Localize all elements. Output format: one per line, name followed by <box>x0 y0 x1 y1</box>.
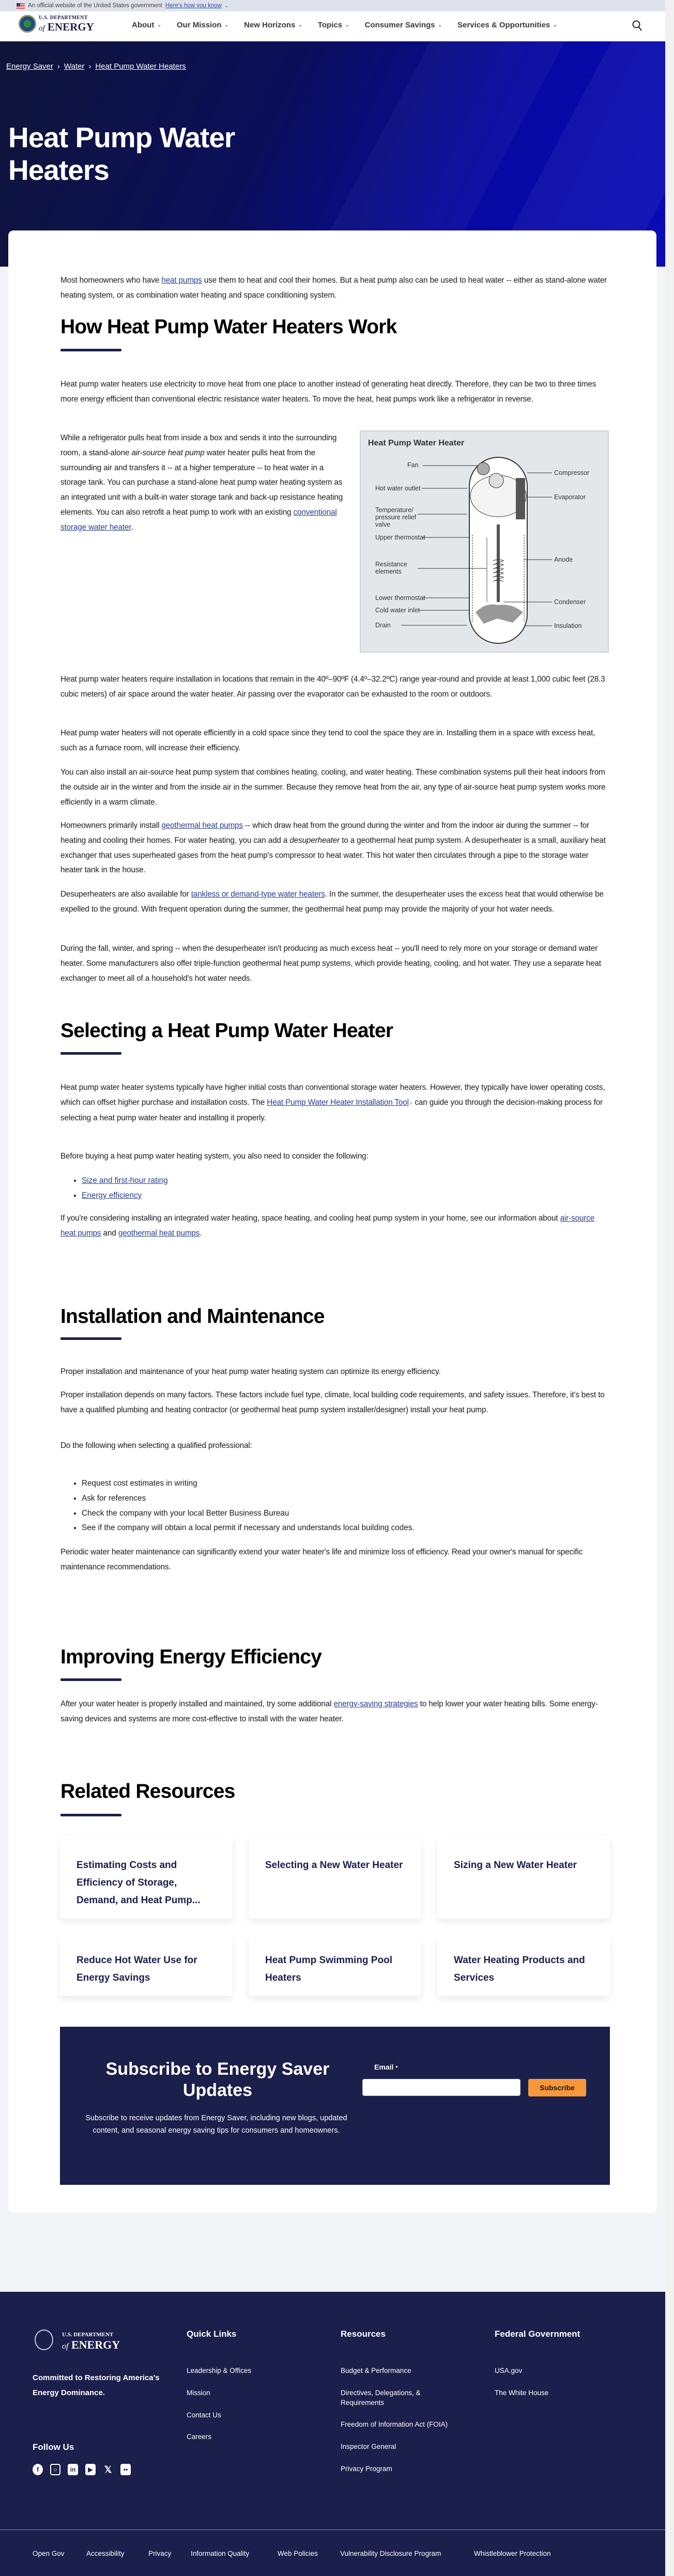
footer-tagline: Committed to Restoring America's Energy Dominance. <box>33 2373 160 2397</box>
chevron-down-icon: ⌄ <box>157 22 161 27</box>
list-item: • Check the company with your local Better Business Bureau <box>82 1506 415 1521</box>
footer-link[interactable]: Contact Us <box>187 2411 221 2419</box>
search-icon[interactable] <box>632 20 643 32</box>
site-header <box>0 11 665 41</box>
subscribe-description: Subscribe to receive updates from Energy Saver, including new blogs, updated content, and seasonal energy saving tips for consumers and homeowners. <box>85 2114 347 2135</box>
bottom-link[interactable]: Whistleblower Protection <box>474 2550 551 2557</box>
section-heading-installation: Installation and Maintenance <box>60 1305 325 1328</box>
diagram-label-anode: Anode <box>554 556 573 563</box>
professional-checklist <box>72 1476 415 1536</box>
main-nav <box>132 21 573 29</box>
us-flag-icon <box>17 3 25 9</box>
chevron-right-icon: › <box>57 62 60 71</box>
energy-saving-strategies-link[interactable]: energy-saving strategies <box>333 1700 418 1708</box>
page-title: Heat Pump Water Heaters <box>8 121 235 186</box>
air-source-heat-pumps-link[interactable]: air-source heat pumps <box>60 1214 595 1238</box>
doe-logo-text[interactable] <box>39 16 94 33</box>
chevron-down-icon: ⌄ <box>438 22 442 27</box>
diagram-label-upper-thermostat: Upper thermostat <box>375 534 425 541</box>
paragraph: Heat pump water heaters use electricity to move heat from one place to another instead of generating heat directly. Therefore, they can be two to three times more energy efficient than conventional electric resistance water heaters. To move the heat, heat pumps work like a refrigerator in reverse. <box>60 380 596 404</box>
breadcrumb-water[interactable]: Water <box>64 62 85 71</box>
footer-link[interactable]: Careers <box>187 2433 212 2441</box>
diagram-label-hot-water-outlet: Hot water outlet <box>375 485 421 492</box>
subscribe-panel <box>60 2027 610 2185</box>
section-heading-improving: Improving Energy Efficiency <box>60 1646 322 1668</box>
section-heading-selecting: Selecting a Heat Pump Water Heater <box>60 1020 393 1042</box>
related-card[interactable]: Reduce Hot Water Use for Energy Savings <box>60 1937 233 1996</box>
footer-link[interactable]: Mission <box>187 2389 210 2397</box>
list-item: • Request cost estimates in writing <box>82 1476 415 1491</box>
footer-link[interactable]: Privacy Program <box>341 2465 392 2473</box>
size-rating-link[interactable]: Size and first-hour rating <box>82 1176 168 1185</box>
diagram-label-resistance-elements: Resistance elements <box>375 561 407 575</box>
related-card[interactable]: Water Heating Products and Services <box>437 1937 610 1996</box>
list-item <box>82 1189 168 1204</box>
nav-topics[interactable] <box>318 21 349 29</box>
heat-pumps-link[interactable]: heat pumps <box>161 276 202 285</box>
nav-consumer-savings[interactable] <box>365 21 442 29</box>
paragraph: Homeowners primarily install geothermal heat pumps -- which draw heat from the ground during the winter and from the indoor air during the summer -- for heating and cooling their homes. For water heating, you can add a desuperheater to a geothermal heat pump system. A desuperheater is a small, auxiliary heat exchanger that uses superheated gases from the heat pump's compressor to heat water. This hot water then circulates through a pipe to the storage water heater tank in the house. <box>60 821 606 875</box>
list-item: • See if the company will obtain a local permit if necessary and understands local building codes. <box>82 1521 415 1536</box>
banner-text: An official website of the United States government <box>28 3 162 9</box>
heading-underline <box>60 1678 121 1681</box>
paragraph: Before buying a heat pump water heating system, you also need to consider the following: <box>60 1152 369 1161</box>
nav-label: Topics <box>317 21 343 29</box>
chevron-right-icon: › <box>88 62 91 71</box>
intro-paragraph: Most homeowners who have heat pumps use them to heat and cool their homes. But a heat pump also can be used to heat water -- either as stand-alone water heating system, or as combination water heating and space conditioning system. <box>60 276 607 300</box>
related-card[interactable]: Selecting a New Water Heater <box>249 1836 421 1919</box>
breadcrumb-energy-saver[interactable]: Energy Saver <box>6 62 53 71</box>
heat-pump-water-heater-diagram <box>360 430 609 653</box>
footer-link[interactable]: Freedom of Information Act (FOIA) <box>341 2420 448 2428</box>
diagram-label-fan: Fan <box>407 461 419 469</box>
chevron-down-icon: ⌄ <box>553 22 557 27</box>
site-footer <box>0 2292 665 2576</box>
breadcrumb-current[interactable]: Heat Pump Water Heaters <box>95 62 186 71</box>
related-resources-heading: Related Resources <box>60 1780 235 1802</box>
diagram-label-evaporator: Evaporator <box>554 493 586 501</box>
related-card[interactable]: Sizing a New Water Heater <box>437 1836 610 1919</box>
related-card[interactable]: Heat Pump Swimming Pool Heaters <box>249 1937 421 1996</box>
water-heater-tank-illustration <box>361 431 608 652</box>
footer-link[interactable]: Leadership & Offices <box>187 2367 252 2374</box>
diagram-label-relief-valve: Temperature/ pressure relief valve <box>375 506 417 528</box>
instagram-icon[interactable]: ○ <box>50 2464 60 2475</box>
bottom-link[interactable]: Privacy <box>148 2550 172 2557</box>
geothermal-heat-pumps-link[interactable]: geothermal heat pumps <box>161 821 243 830</box>
email-label: Email * <box>374 2063 398 2071</box>
heres-how-you-know-link[interactable]: Here's how you know <box>165 3 222 9</box>
diagram-label-drain: Drain <box>375 622 391 629</box>
footer-divider <box>0 2529 665 2530</box>
energy-efficiency-link[interactable]: Energy efficiency <box>82 1191 142 1200</box>
paragraph: Do the following when selecting a qualified professional: <box>60 1441 252 1450</box>
conventional-storage-water-heater-link[interactable]: conventional storage water heater <box>60 507 337 532</box>
consideration-list <box>72 1174 168 1204</box>
logo-line2: ENERGY <box>47 21 94 33</box>
footer-link[interactable]: Budget & Performance <box>341 2367 411 2374</box>
paragraph: While a refrigerator pulls heat from inside a box and sends it into the surrounding room, a stand-alone air-source heat pump water heater pulls heat from the surrounding air and transfers it -- at a higher temperature -- to heat water in a storage tank. You can purchase a stand-alone heat pump water heating system as an integrated unit with a built-in water storage tank and back-up resistance heating elements. You can also retrofit a heat pump to work with an existing conventional storage water heater. <box>60 434 343 532</box>
list-item <box>82 1174 168 1189</box>
diagram-label-lower-thermostat: Lower thermostat <box>375 594 425 601</box>
bottom-link[interactable]: Open Gov <box>33 2550 65 2557</box>
paragraph: Heat pump water heaters require installation in locations that remain in the 40º–90ºF (4.4º–32.2ºC) range year-round and provide at least 1,000 cubic feet (28.3 cubic meters) of air space around the water heater. Air passing over the evaporator can be exhausted to the room or outdoors. <box>60 675 605 699</box>
nav-services-opportunities[interactable] <box>457 21 557 29</box>
nav-label: About <box>132 21 155 29</box>
social-links <box>33 2464 131 2475</box>
x-icon[interactable]: 𝕏 <box>104 2464 112 2475</box>
resources-heading: Resources <box>341 2329 386 2339</box>
page-scrollbar[interactable] <box>665 0 674 2576</box>
installation-tool-link[interactable]: Heat Pump Water Heater Installation Tool <box>267 1098 409 1107</box>
nav-our-mission[interactable] <box>177 21 228 29</box>
doe-seal-logo[interactable] <box>35 2330 53 2350</box>
paragraph: During the fall, winter, and spring -- when the desuperheater isn't producing as much excess heat -- you'll need to rely more on your storage or demand water heater. Some manufacturers also offer triple-function geothermal heat pump systems, which provide heating, cooling, and hot water. They use a separate heat exchanger to meet all of a household's hot water needs. <box>60 944 601 983</box>
chevron-down-icon: ⌄ <box>345 22 349 27</box>
doe-seal-logo[interactable] <box>19 15 36 33</box>
nav-about[interactable] <box>132 21 161 29</box>
list-item: • Ask for references <box>82 1491 415 1506</box>
gov-banner <box>0 0 665 11</box>
external-link-icon: ↗ <box>408 1100 413 1106</box>
follow-us-heading: Follow Us <box>33 2442 74 2452</box>
federal-government-heading: Federal Government <box>495 2329 580 2339</box>
diagram-label-condenser: Condenser <box>554 598 586 606</box>
linkedin-icon[interactable]: in <box>68 2464 78 2475</box>
paragraph: Proper installation and maintenance of your heat pump water heating system can optimize its energy efficiency. <box>60 1367 441 1376</box>
logo-line1: U.S. DEPARTMENT <box>62 2332 114 2338</box>
paragraph: After your water heater is properly installed and maintained, try some additional energy-saving strategies to help lower your water heating bills. Some energy-saving devices and systems are more cost-effective to install with the water heater. <box>60 1700 598 1723</box>
nav-label: New Horizons <box>244 21 296 29</box>
email-input[interactable] <box>362 2079 520 2096</box>
flickr-icon[interactable]: •• <box>120 2464 131 2475</box>
heading-underline <box>60 1337 121 1340</box>
section-heading-how-it-works: How Heat Pump Water Heaters Work <box>60 316 397 338</box>
facebook-icon[interactable]: f <box>33 2464 43 2475</box>
heading-underline <box>60 1814 121 1816</box>
heading-underline <box>60 349 121 351</box>
bottom-link[interactable]: Accessibility <box>86 2550 125 2557</box>
tankless-water-heaters-link[interactable]: tankless or demand-type water heaters <box>191 890 325 899</box>
geothermal-heat-pumps-link[interactable]: geothermal heat pumps <box>118 1228 200 1238</box>
diagram-label-insulation: Insulation <box>554 622 582 629</box>
subscribe-button[interactable]: Subscribe <box>528 2079 586 2096</box>
bottom-link[interactable]: Web Policies <box>278 2550 318 2557</box>
footer-link[interactable]: Inspector General <box>341 2443 396 2450</box>
paragraph: Heat pump water heater systems typically have higher initial costs than conventional storage water heaters. However, they typically have lower operating costs, which can offset higher purchase and installation costs. The Heat Pump Water Heater Installation Tool↗ can guide you through the decision-making process for selecting a heat pump water heater and installing it properly. <box>60 1083 605 1122</box>
nav-new-horizons[interactable] <box>244 21 302 29</box>
bottom-link[interactable]: Vulnerability Disclosure Program <box>340 2550 441 2557</box>
chevron-down-icon: ⌄ <box>224 22 229 27</box>
paragraph: Periodic water heater maintenance can significantly extend your water heater's life and minimize loss of efficiency. Read your owner's manual for specific maintenance recommendations. <box>60 1548 583 1571</box>
diagram-label-cold-water-inlet: Cold water inlet <box>375 607 420 614</box>
nav-label: Consumer Savings <box>364 21 435 29</box>
related-card[interactable]: Estimating Costs and Efficiency of Storage, Demand, and Heat Pump... <box>60 1836 233 1919</box>
footer-logo-text[interactable] <box>62 2332 120 2351</box>
footer-link[interactable]: USA.gov <box>495 2367 523 2374</box>
breadcrumb <box>6 62 186 71</box>
paragraph: Heat pump water heaters will not operate efficiently in a cold space since they tend to cool the space they are in. Installing them in a space with excess heat, such as a furnace room, will increase their efficiency. <box>60 729 595 752</box>
nav-label: Our Mission <box>176 21 222 29</box>
subscribe-title: Subscribe to Energy Saver Updates <box>105 2059 330 2100</box>
paragraph: Proper installation depends on many factors. These factors include fuel type, climate, local building code requirements, and safety issues. Therefore, it's best to have a qualified plumbing and heating contractor (or geothermal heat pump system installer/designer) install your heat pump. <box>60 1391 605 1414</box>
nav-label: Services & Opportunities <box>457 21 550 29</box>
youtube-icon[interactable]: ▶ <box>85 2464 96 2475</box>
quick-links-heading: Quick Links <box>187 2329 237 2339</box>
paragraph: If you're considering installing an integrated water heating, space heating, and cooling heat pump system in your home, see our information about air-source heat pumps and geothermal heat pumps. <box>60 1214 595 1238</box>
chevron-down-icon: ⌄ <box>298 22 302 27</box>
logo-line1: U.S. DEPARTMENT <box>39 15 88 21</box>
logo-of: of <box>62 2342 69 2351</box>
bottom-link[interactable]: Information Quality <box>191 2550 250 2557</box>
logo-of: of <box>39 24 45 33</box>
diagram-label-compressor: Compressor <box>554 469 590 476</box>
paragraph: Desuperheaters are also available for tankless or demand-type water heaters. In the summer, the desuperheater uses the excess heat that would otherwise be expelled to the ground. With frequent operation during the summer, the geothermal heat pump may provide the majority of your hot water needs. <box>60 890 604 914</box>
paragraph: You can also install an air-source heat pump system that combines heating, cooling, and water heating. These combination systems pull their heat indoors from the outside air in the winter and from the inside air in the summer. Because they remove heat from the air, any type of air-source heat pump system works more efficiently in a warm climate. <box>60 768 606 807</box>
diagram-title: Heat Pump Water Heater <box>368 439 465 448</box>
footer-link[interactable]: The White House <box>495 2389 549 2397</box>
footer-link[interactable]: Directives, Delegations, & Requirements <box>341 2389 421 2407</box>
logo-line2: ENERGY <box>71 2338 120 2351</box>
heading-underline <box>60 1052 121 1055</box>
chevron-down-icon: ⌄ <box>224 3 229 8</box>
